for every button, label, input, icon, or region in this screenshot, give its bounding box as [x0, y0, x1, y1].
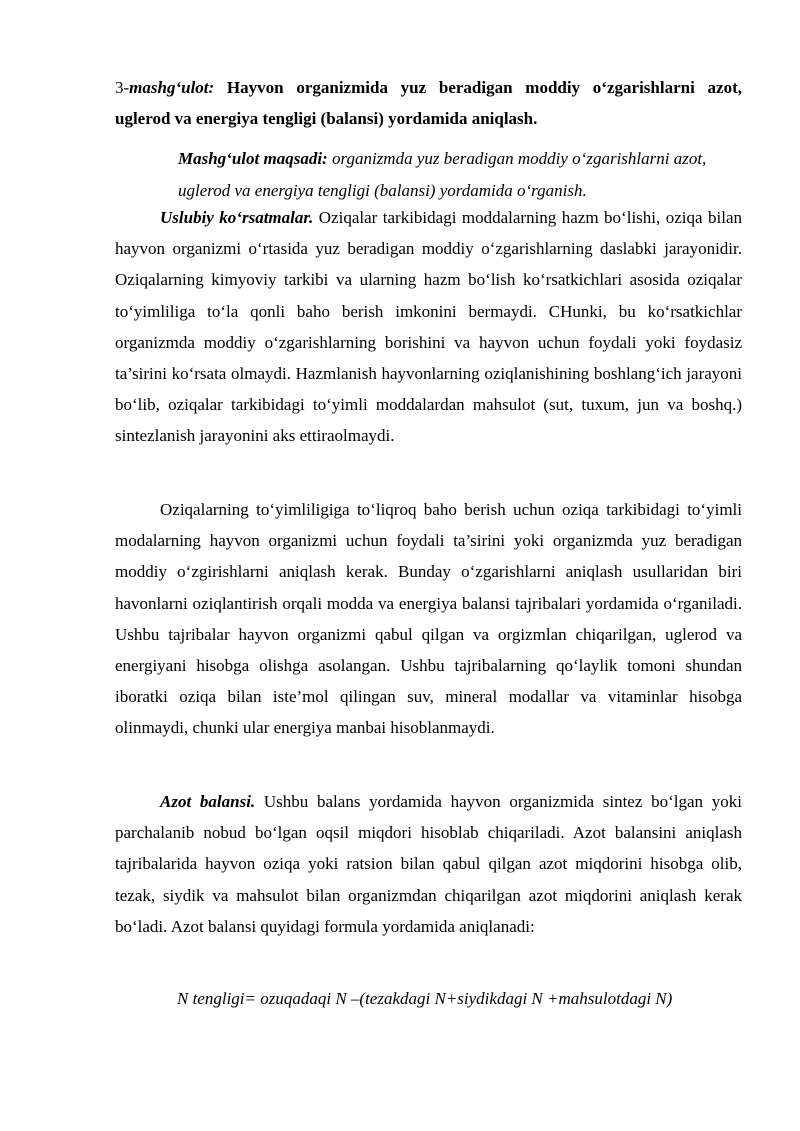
- paragraph-nitrogen-balance: [115, 786, 742, 942]
- paragraph-lead: Uslubiy ko‘rsatmalar.: [160, 208, 314, 227]
- exercise-title: [115, 72, 742, 134]
- paragraph-nutritional-value: [115, 494, 742, 744]
- exercise-purpose: [178, 143, 738, 206]
- exercise-number: 3-: [115, 78, 130, 97]
- paragraph-text: Ushbu balans yordamida hayvon organizmida sintez bo‘lgan yoki parchalanib nobud bo‘lgan oqsil miqdori hisoblab chiqariladi. Azot balansini aniqlash tajribalarida hayvon oziqa yoki ratsion bilan qabul qilgan azot miqdorini hisobga olib, tezak, siydik va mahsulot bilan organizmdan chiqarilgan azot miqdorini aniqlash kerak bo‘ladi. Azot balansi quyidagi formula yordamida aniqlanadi:: [115, 792, 742, 936]
- paragraph-text: Oziqalar tarkibidagi moddalarning hazm bo‘lishi, oziqa bilan hayvon organizmi o‘rtasida yuz beradigan moddiy o‘zgarishlarning daslabki jarayonidir. Oziqalarning kimyoviy tarkibi va ularning hazm bo‘lish ko‘rsatkichlari asosida oziqalar to‘yimliliga to‘la qonli baho berish imkonini bermaydi. CHunki, bu ko‘rsatkichlar organizmda moddiy o‘zgarishlarning borishini va hayvon uchun foydali yoki foydasiz ta’sirini ko‘rsata olmaydi. Hazmlanish hayvonlarning oziqlanishining boshlang‘ich jarayoni bo‘lib, oziqalar tarkibidagi to‘yimli moddalardan mahsulot (sut, tuxum, jun va boshq.) sintezlanish jarayonini aks ettiraolmaydi.: [115, 208, 742, 446]
- purpose-text: organizmda yuz beradigan moddiy o‘zgarishlarni azot, uglerod va energiya tengligi (balansi) yordamida o‘rganish.: [178, 149, 707, 200]
- paragraph-text: Oziqalarning to‘yimliligiga to‘liqroq baho berish uchun oziqa tarkibidagi to‘yimli modalarning hayvon organizmi uchun foydali ta’sirini yoki organizmda yuz beradigan moddiy o‘zgirishlarni aniqlash kerak. Bunday o‘zgarishlarni aniqlash usullaridan biri havonlarni oziqlantirish orqali modda va energiya balansi tajribalari yordamida o‘rganiladi. Ushbu tajribalar hayvon organizmi qabul qilgan va orgizmlan chiqarilgan, uglerod va energiyani hisobga olishga asolangan. Ushbu tajribalarning qo‘laylik tomoni shundan iboratki oziqa bilan iste’mol qilingan suv, mineral modallar va vitaminlar hisobga olinmaydi, chunki ular energiya manbai hisoblanmaydi.: [115, 500, 742, 738]
- nitrogen-balance-formula: N tengligi= ozuqadaqi N –(tezakdagi N+siydikdagi N +mahsulotdagi N): [177, 989, 673, 1008]
- purpose-label: Mashg‘ulot maqsadi:: [178, 149, 328, 168]
- paragraph-methodological-guidance: [115, 202, 742, 452]
- paragraph-lead: Azot balansi.: [160, 792, 256, 811]
- exercise-label: mashg‘ulot:: [129, 78, 215, 97]
- exercise-title-text: Hayvon organizmida yuz beradigan moddiy o‘zgarishlarni azot, uglerod va energiya tengligi (balansi) yordamida aniqlash.: [115, 78, 742, 129]
